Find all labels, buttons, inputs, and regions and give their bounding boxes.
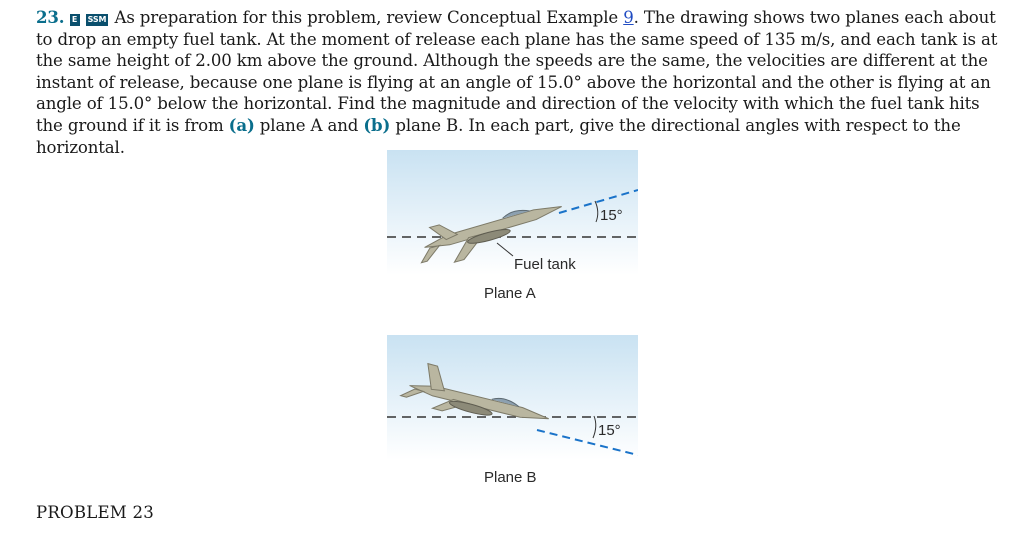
conceptual-example-link[interactable]: 9 (623, 8, 634, 27)
sky-background (387, 335, 638, 460)
plane-a-caption: Plane A (484, 285, 536, 302)
problem-number: 23. (36, 7, 65, 27)
plane-b-figure (387, 335, 638, 493)
angle-label: 15° (600, 207, 623, 224)
difficulty-badge: E (70, 14, 80, 26)
fuel-tank-label: Fuel tank (514, 256, 576, 273)
part-b-label: (b) (363, 114, 391, 135)
problem-text-end: plane B. In each part, give the directional angles with respect to the horizontal. (36, 115, 961, 157)
problem-caption: PROBLEM 23 (36, 503, 154, 522)
plane-a-drawing (387, 150, 638, 308)
angle-label: 15° (598, 422, 621, 439)
problem-statement (36, 7, 1004, 158)
plane-a-figure (387, 150, 638, 308)
plane-b-drawing (387, 335, 638, 493)
ssm-badge: SSM (87, 15, 107, 24)
plane-b-caption: Plane B (484, 469, 537, 486)
problem-text-plane-a: plane A and (254, 115, 364, 135)
problem-text-body: . The drawing shows two planes each about to drop an empty fuel tank. At the moment of release each plane has the same speed of 135 m/s, and each tank is at the same height of 2.00 km above the ground. Although the speeds are the same, the velocities are different at the instant of release, because one plane is flying at an angle of 15.0° above the horizontal and the other is flying at an angle of 15.0° below the horizontal. Find the magnitude and direction of the velocity with which the fuel tank hits the ground if it is from (36, 8, 998, 135)
problem-text-intro: As preparation for this problem, review Conceptual Example (114, 8, 624, 27)
part-a-label: (a) (228, 114, 255, 135)
